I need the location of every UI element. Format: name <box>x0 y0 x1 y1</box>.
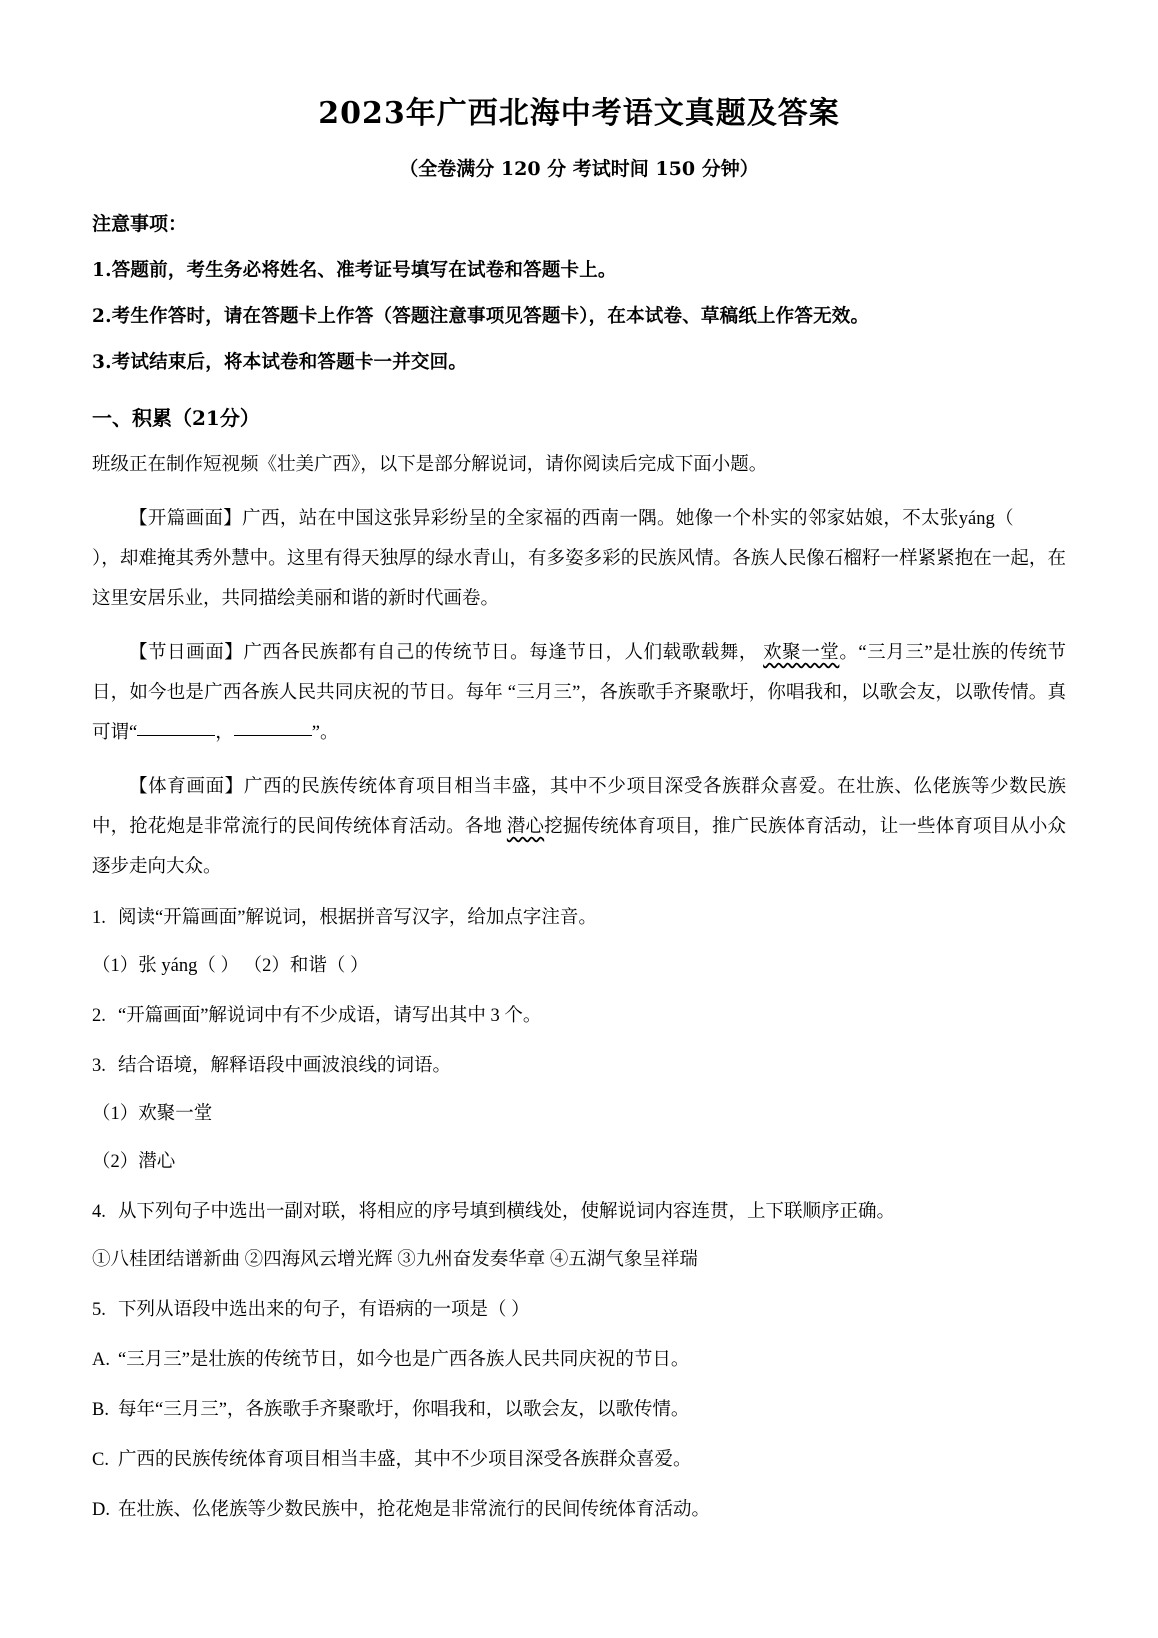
passage-sports-text2: 挖掘传统体育项目，推广民族体育活动，让一些体育项目从小众逐步走向大众。 <box>92 817 1066 877</box>
choice-c <box>92 1441 1066 1479</box>
question-5-text: 下列从语段中选出来的句子，有语病的一项是（ ） <box>118 1300 530 1320</box>
choice-c-text: 广西的民族传统体育项目相当丰盛，其中不少项目深受各族群众喜爱。 <box>118 1450 692 1470</box>
passage-festival-text1: 广西各民族都有自己的传统节日。每逢节日，人们载歌载舞， <box>243 643 758 663</box>
question-1 <box>92 899 1066 937</box>
intro-paragraph: 班级正在制作短视频《壮美广西》，以下是部分解说词，请你阅读后完成下面小题。 <box>92 455 768 475</box>
question-4-number: 4. <box>92 1202 106 1222</box>
passage-opening: 【开篇画面】广西，站在中国这张异彩纷呈的全家福的西南一隅。她像一个朴实的邻家姑娘，不太张yáng（），却难掩其秀外慧中。这里有得天独厚的绿水青山，有多姿多彩的民族风情。各族人民像石榴籽一样紧紧抱在一起，在这里安居乐业，共同描绘美丽和谐的新时代画卷。 <box>92 509 1066 609</box>
passage-festival-text2: 。“三月三”是壮族的传统节日，如今也是广西各族人民共同庆祝的节日。每年 “三月三”，各族歌手齐聚歌圩，你唱我和，以歌会友，以歌传情。真可谓“ <box>92 643 1066 743</box>
passage-sports-wavy-term: 潜心 <box>506 817 545 837</box>
question-3-sub-2: （2）潜心 <box>92 1152 176 1172</box>
question-1-text: 阅读“开篇画面”解说词，根据拼音写汉字，给加点字注音。 <box>118 908 597 928</box>
choice-a-text: “三月三”是壮族的传统节日，如今也是广西各族人民共同庆祝的节日。 <box>118 1350 690 1370</box>
question-2-number: 2. <box>92 1006 106 1026</box>
notice-item-3: 3.考试结束后，将本试卷和答题卡一并交回。 <box>92 352 468 373</box>
question-3 <box>92 1047 1066 1085</box>
passage-festival-tag: 【节日画面】 <box>129 643 244 663</box>
passage-opening-text1: 广西，站在中国这张异彩纷呈的全家福的西南一隅。她像一个朴实的邻家姑娘，不太张 <box>242 509 959 529</box>
notice-item-1: 1.答题前，考生务必将姓名、准考证号填写在试卷和答题卡上。 <box>92 260 617 281</box>
question-4-text: 从下列句子中选出一副对联，将相应的序号填到横线处，使解说词内容连贯，上下联顺序正确。 <box>118 1202 896 1222</box>
question-5-number: 5. <box>92 1300 106 1320</box>
passage-sports-tag: 【体育画面】 <box>129 777 244 797</box>
passage-sports <box>92 767 1066 887</box>
passage-festival-comma: ， <box>215 723 234 743</box>
choice-b-label: B. <box>92 1400 109 1420</box>
choice-d-label: D. <box>92 1500 110 1520</box>
choice-a-label: A. <box>92 1350 110 1370</box>
exam-info-subtitle: （全卷满分 120 分 考试时间 150 分钟） <box>399 158 759 180</box>
question-3-text: 结合语境，解释语段中画波浪线的词语。 <box>118 1056 452 1076</box>
choice-b-text: 每年“三月三”，各族歌手齐聚歌圩，你唱我和，以歌会友，以歌传情。 <box>118 1400 690 1420</box>
notice-item-2: 2.考生作答时，请在答题卡上作答（答题注意事项见答题卡），在本试卷、草稿纸上作答无效。 <box>92 306 870 327</box>
passage-festival <box>92 633 1066 753</box>
question-4 <box>92 1193 1066 1231</box>
question-1-number: 1. <box>92 908 106 928</box>
question-3-number: 3. <box>92 1056 106 1076</box>
passage-opening-pinyin: yáng <box>958 509 995 529</box>
choice-d-text: 在壮族、仫佬族等少数民族中，抢花炮是非常流行的民间传统体育活动。 <box>118 1500 711 1520</box>
choice-c-label: C. <box>92 1450 109 1470</box>
choice-a <box>92 1341 1066 1379</box>
passage-opening-tag: 【开篇画面】 <box>129 509 243 529</box>
passage-festival-blank-1 <box>137 735 215 736</box>
couplet-options: ①八桂团结谱新曲 ②四海风云增光辉 ③九州奋发奏华章 ④五湖气象呈祥瑞 <box>92 1250 698 1270</box>
choice-b <box>92 1391 1066 1429</box>
question-2-text: “开篇画面”解说词中有不少成语，请写出其中 3 个。 <box>118 1006 542 1026</box>
section-heading: 一、积累（21分） <box>92 406 260 430</box>
question-3-sub-1: （1）欢聚一堂 <box>92 1104 213 1124</box>
question-2 <box>92 997 1066 1035</box>
passage-sports-text1: 广西的民族传统体育项目相当丰盛，其中不少项目深受各族群众喜爱。在壮族、仫佬族等少数民族中，抢花炮是非常流行的民间传统体育活动。各地 <box>92 777 1066 837</box>
question-5 <box>92 1291 1066 1329</box>
passage-festival-blank-2 <box>234 735 312 736</box>
page-title: 2023年广西北海中考语文真题及答案 <box>318 96 840 131</box>
notice-heading: 注意事项： <box>92 213 188 235</box>
passage-festival-text3: ”。 <box>311 723 339 743</box>
choice-d <box>92 1491 1066 1529</box>
passage-festival-wavy-term: 欢聚一堂 <box>763 643 840 663</box>
question-1-subitems: （1）张 yáng（ ） （2）和谐（ ） <box>92 956 369 976</box>
passage-opening-text2: ），却难掩其秀外慧中。这里有得天独厚的绿水青山，有多姿多彩的民族风情。各族人民像石榴籽一样紧紧抱在一起，在这里安居乐业，共同描绘美丽和谐的新时代画卷。 <box>92 549 1066 609</box>
